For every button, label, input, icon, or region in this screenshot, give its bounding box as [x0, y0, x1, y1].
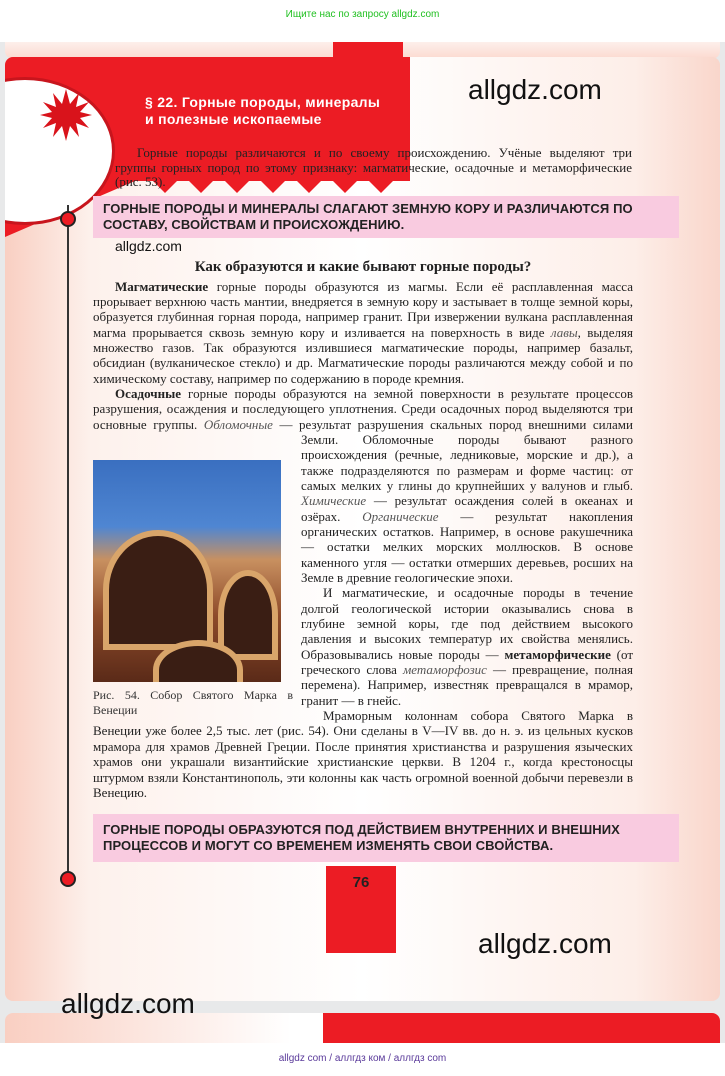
title-line-1: § 22. Горные породы, минералы	[145, 94, 381, 110]
callout-marker	[60, 211, 76, 227]
timeline-line	[67, 205, 69, 880]
term-italic: лавы	[550, 324, 578, 340]
callout-marker	[60, 871, 76, 887]
top-banner: Ищите нас по запросу allgdz.com	[0, 0, 725, 42]
watermark: allgdz.com	[468, 74, 602, 105]
watermark: allgdz.com	[478, 928, 612, 959]
paragraph-magmatic	[93, 279, 633, 386]
callout-box-2: ГОРНЫЕ ПОРОДЫ ОБРАЗУЮТСЯ ПОД ДЕЙСТВИЕМ ВНУТРЕННИХ И ВНЕШНИХ ПРОЦЕССОВ И МОГУТ СО ВРЕМЕНЕМ ИЗМЕНЯТЬ СВОИ СВОЙСТВА.	[93, 814, 679, 862]
term: Магматические	[115, 278, 209, 294]
intro-text: Горные породы различаются и по своему происхождению. Учёные выделяют три группы горных пород по этому признаку: магматические, осадочные и метаморфические (рис. 53).	[115, 145, 632, 189]
star-icon	[40, 89, 92, 141]
text: — превращение, полная перемена). Например, известняк превращался в мрамор, гранит — в гнейс.	[301, 662, 633, 708]
figure-caption: Рис. 54. Собор Святого Марка в Венеции	[93, 687, 293, 717]
page-content	[93, 146, 679, 953]
body-text	[93, 279, 633, 801]
intro-paragraph	[115, 146, 632, 190]
watermark: allgdz.com	[61, 988, 195, 1019]
photo-arch	[103, 530, 213, 650]
term-italic: метаморфозис	[402, 662, 487, 678]
subheading: Как образуются и какие бывают горные породы?	[194, 258, 532, 275]
text: горные породы образуются на земной поверхности в результате процессов разрушения, осаждения и последующего уплотнения. Среди осадочных пород выделяются три основные группы.	[93, 385, 633, 432]
st-mark-cathedral-photo	[93, 460, 281, 682]
text: И магматические, и осадочные породы в течение долгой геологической истории оказывались снова в глубине земной коры, где под действием высокого давления и высоких температур их свойства менялись. Образовывались новые породы —	[301, 585, 633, 662]
section-title	[145, 94, 380, 128]
text: — результат осаждения солей в океанах и озёрах.	[301, 493, 633, 524]
text: — результат накопления органических остатков. Например, в основе ракушечника — остатки мелких морских моллюсков. В основе каменного угля — остатки отмерших деревьев, росших на Земле в древние геологические эпохи.	[301, 508, 633, 586]
term-italic: Обломочные	[203, 416, 273, 432]
term: Осадочные	[115, 385, 182, 401]
footer-links[interactable]: allgdz com / аллгдз ком / аллгдз com	[0, 1043, 725, 1076]
text: — результат разрушения скальных пород внешними силами Земли. Обломочные породы бывают разного происхождения (речные, ледниковые, морские и др.), а также подразделяются по размерам и форме частиц: от самых мелких у глины до крупнейших у валунов и глыб.	[272, 416, 633, 493]
callout-box-1: ГОРНЫЕ ПОРОДЫ И МИНЕРАЛЫ СЛАГАЮТ ЗЕМНУЮ КОРУ И РАЗЛИЧАЮТСЯ ПО СОСТАВУ, СВОЙСТВАМ И ПРОИСХОЖДЕНИЮ.	[93, 196, 679, 238]
term-italic: Органические	[362, 508, 439, 524]
watermark-small: allgdz.com	[115, 237, 182, 254]
term: метаморфические	[504, 646, 611, 662]
text: горные породы образуются из магмы. Если её расплавленная масса прорывает верхнюю часть мантии, внедряется в земную кору и застывает в толще земной коры, образуется глубинная горная порода, например гранит. При извержении вулкана расплавленная магма прорывается сквозь земную кору и изливается на поверхность в виде	[93, 278, 633, 340]
text: (от греческого слова	[301, 646, 633, 678]
text: , выделяя множество газов. Так образуются излившиеся магматические породы, например базальт, обсидиан (вулканическое стекло) и др. Магматические породы различаются между собой и по химическому составу, например по содержанию в породе кремния.	[93, 324, 633, 386]
title-line-2: и полезные ископаемые	[145, 111, 322, 127]
term-italic: Химические	[301, 493, 367, 509]
paragraph-marble-columns: Мраморным колоннам собора Святого Марка в Венеции уже более 2,5 тыс. лет (рис. 54). Они сделаны в V—IV вв. до н. э. из цельных кусков мрамора для храмов Древней Греции. После принятия христианства и разрушения языческих храмов они украшали византийские христианские церкви. В 1204 г., когда крестоносцы штурмом взяли Константинополь, эти колонны как часть огромной военной добычи перевезли в Венецию.	[93, 708, 633, 800]
page-number: 76	[326, 866, 396, 953]
figure-54	[93, 460, 293, 722]
